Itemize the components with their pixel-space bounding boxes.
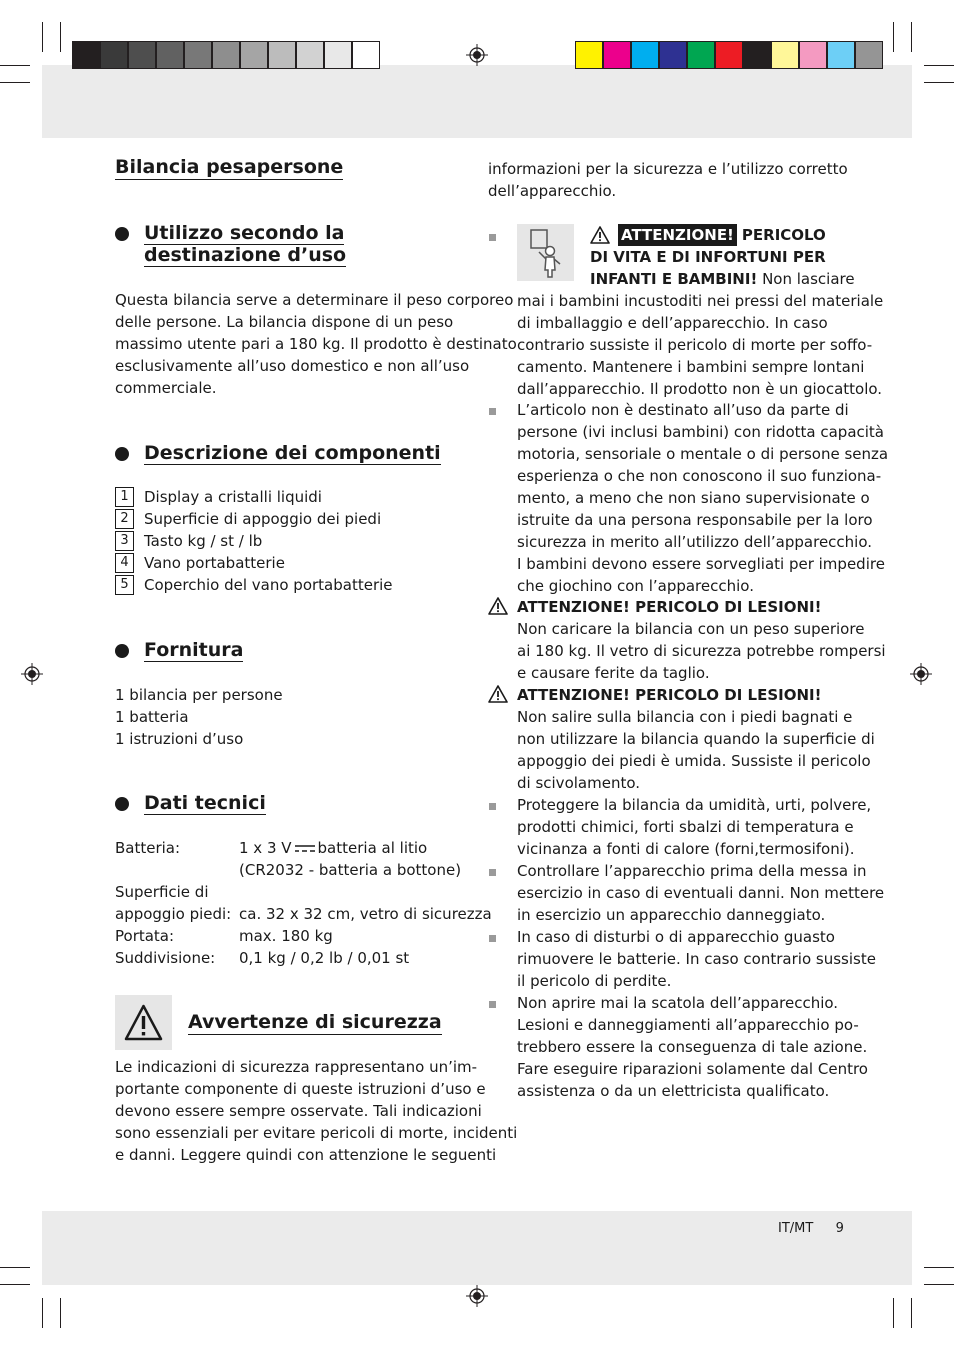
color-swatch (631, 41, 659, 69)
heading-line: Utilizzo secondo la (144, 222, 345, 244)
text-line: ai 180 kg. Il vetro di sicurezza potrebbe rompersi (517, 642, 886, 660)
text-line: e causare ferite da taglio. (517, 664, 710, 682)
section-heading-supply (115, 639, 243, 661)
text-line: esercizio in caso di eventuali danni. Non mettere (517, 884, 885, 902)
text-line: I bambini devono essere sorvegliati per impedire (517, 555, 885, 573)
page-number: 9 (835, 1221, 844, 1236)
color-swatch (324, 41, 352, 69)
spec-value: 0,1 kg / 0,2 lb / 0,01 st (239, 949, 410, 967)
text-line: rimuovere le batterie. In caso contrario sussiste (517, 950, 876, 968)
text-line: In caso di disturbi o di apparecchio guasto (517, 928, 835, 946)
persons-paragraph (517, 399, 888, 597)
item-label: Tasto kg / st / lb (144, 532, 263, 550)
heading-text: Descrizione dei componenti (144, 442, 441, 464)
bullet-square-icon (489, 408, 496, 415)
color-swatch (827, 41, 855, 69)
bullet-square-icon (489, 1001, 496, 1008)
heading-text: Dati tecnici (144, 792, 266, 814)
warning-heading-text: ATTENZIONE! PERICOLO DI LESIONI! (517, 686, 822, 704)
injury-warning-2 (517, 684, 875, 794)
registration-mark-icon (466, 1285, 488, 1307)
child-warning-pictogram (517, 224, 574, 281)
text-line: Fare eseguire riparazioni solamente dal Centro (517, 1060, 868, 1078)
text-line: contrario sussiste il pericolo di morte per soffo- (517, 336, 873, 354)
color-swatch (156, 41, 184, 69)
text-line: Questa bilancia serve a determinare il peso corporeo (115, 291, 514, 309)
spec-value: ca. 32 x 32 cm, vetro di sicurezza (239, 905, 492, 923)
text-line: 1 bilancia per persone (115, 686, 283, 704)
spec-key: Suddivisione: (115, 949, 216, 967)
bullet-square-icon (489, 869, 496, 876)
color-swatch (855, 41, 883, 69)
item-number: 3 (115, 531, 134, 551)
open-paragraph (517, 992, 868, 1102)
text-line: e danni. Leggere quindi con attenzione le seguenti (115, 1146, 497, 1164)
text-line: delle persone. La bilancia dispone di un peso (115, 313, 454, 331)
text-line: esclusivamente all’uso domestico e non all’uso (115, 357, 470, 375)
heading-text: Avvertenze di sicurezza (188, 1011, 442, 1033)
list-item (115, 552, 393, 574)
text-line: prodotti chimici, forti sbalzi di temperatura e (517, 818, 854, 836)
protect-paragraph (517, 794, 871, 860)
warning-heading-text: ATTENZIONE! PERICOLO DI LESIONI! (517, 598, 822, 616)
bullet-dot-icon (115, 447, 129, 461)
warning-heading-text: INFANTI E BAMBINI! (590, 270, 758, 288)
item-label: Coperchio del vano portabatterie (144, 576, 393, 594)
color-swatch (100, 41, 128, 69)
safety-intro-paragraph (115, 1056, 517, 1166)
footer-language: IT/MT (778, 1221, 814, 1236)
warning-badge: ATTENZIONE! (618, 224, 737, 246)
section-heading-tech (115, 792, 266, 814)
text-line: commerciale. (115, 379, 217, 397)
item-label: Display a cristalli liquidi (144, 488, 322, 506)
spec-key: Portata: (115, 927, 175, 945)
header-band (42, 65, 912, 138)
warning-triangle-icon (488, 597, 508, 615)
spec-key: Superficie di (115, 883, 209, 901)
color-swatch (575, 41, 603, 69)
text-line: camento. Mantenere i bambini sempre lontani (517, 358, 865, 376)
text-line: non utilizzare la bilancia quando la superficie di (517, 730, 875, 748)
text-line: Non caricare la bilancia con un peso superiore (517, 620, 865, 638)
bullet-square-icon (489, 935, 496, 942)
bullet-dot-icon (115, 644, 129, 658)
registration-mark-icon (466, 44, 488, 66)
spec-value-part: batteria al litio (317, 839, 428, 857)
bullet-square-icon (489, 803, 496, 810)
color-swatch (771, 41, 799, 69)
color-swatch (687, 41, 715, 69)
warning-heading-text: DI VITA E DI INFORTUNI PER (590, 248, 826, 266)
color-swatch (659, 41, 687, 69)
color-swatch (715, 41, 743, 69)
text-line: di scivolamento. (517, 774, 641, 792)
text-line: di imballaggio e dell’apparecchio. In caso (517, 314, 828, 332)
color-swatch (72, 41, 100, 69)
safety-intro-continued (488, 158, 848, 202)
check-paragraph (517, 860, 884, 926)
list-item (115, 574, 393, 596)
spec-value: (CR2032 - batteria a bottone) (239, 861, 462, 879)
text-line: Proteggere la bilancia da umidità, urti, polvere, (517, 796, 872, 814)
injury-warning-1 (517, 596, 886, 684)
fault-paragraph (517, 926, 876, 992)
text-line: mai i bambini incustoditi nei pressi del materiale (517, 292, 884, 310)
text-line: 1 batteria (115, 708, 189, 726)
text-line: sicurezza in merito all’utilizzo dell’apparecchio. (517, 533, 873, 551)
text-line: Non salire sulla bilancia con i piedi bagnati e (517, 708, 853, 726)
text-line: istruite da una persona responsabile per la loro (517, 511, 873, 529)
color-swatch (352, 41, 380, 69)
components-list (115, 486, 393, 596)
text-line: Controllare l’apparecchio prima della messa in (517, 862, 867, 880)
text-line: esperienza o che non conoscono il suo funziona- (517, 467, 882, 485)
spec-value-part: 1 x 3 V (239, 839, 292, 857)
list-item (115, 530, 393, 552)
registration-mark-icon (910, 663, 932, 685)
bullet-dot-icon (115, 227, 129, 241)
text-line: sono essenziali per evitare pericoli di morte, incidenti (115, 1124, 518, 1142)
child-warning-heading (590, 224, 855, 290)
text-line: dell’apparecchio. (488, 182, 617, 200)
child-warning-text (517, 290, 883, 400)
child-with-bag-icon (517, 224, 574, 281)
item-number: 2 (115, 509, 134, 529)
color-swatch (268, 41, 296, 69)
color-swatch (296, 41, 324, 69)
text-line: Non aprire mai la scatola dell’apparecchio. (517, 994, 839, 1012)
warning-triangle-icon (590, 226, 610, 244)
color-swatch (128, 41, 156, 69)
section-heading-use (115, 222, 346, 266)
color-swatch (184, 41, 212, 69)
warning-triangle-icon (115, 995, 172, 1050)
text-line: portante componente di queste istruzioni d’uso e (115, 1080, 486, 1098)
color-swatch (603, 41, 631, 69)
supply-list (115, 684, 283, 750)
text-line: vicinanza a fonti di calore (forni,termosifoni). (517, 840, 855, 858)
text-line: informazioni per la sicurezza e l’utilizzo corretto (488, 160, 848, 178)
section-heading-safety (188, 1010, 442, 1035)
item-number: 4 (115, 553, 134, 573)
text-line: massimo utente pari a 180 kg. Il prodotto è destinato (115, 335, 517, 353)
heading-line: destinazione d’uso (144, 244, 347, 266)
text-line: Le indicazioni di sicurezza rappresentano un’im- (115, 1058, 478, 1076)
text-line: trebbero essere la conseguenza di tale azione. (517, 1038, 868, 1056)
item-label: Superficie di appoggio dei piedi (144, 510, 382, 528)
heading-text: Fornitura (144, 639, 244, 661)
bullet-dot-icon (115, 797, 129, 811)
dc-symbol-icon (294, 844, 316, 854)
color-swatch (212, 41, 240, 69)
color-swatch (799, 41, 827, 69)
text-line: L’articolo non è destinato all’uso da parte di (517, 401, 849, 419)
page-title: Bilancia pesapersone (115, 156, 344, 178)
text-line: appoggio dei piedi è umida. Sussiste il pericolo (517, 752, 871, 770)
spec-value (239, 837, 427, 859)
item-label: Vano portabatterie (144, 554, 285, 572)
text-line: 1 istruzioni d’uso (115, 730, 244, 748)
item-number: 5 (115, 575, 134, 595)
tech-specs (115, 837, 492, 977)
color-swatch (240, 41, 268, 69)
spec-key: Batteria: (115, 839, 181, 857)
page-footer (778, 1220, 844, 1238)
text-line: persone (ivi inclusi bambini) con ridotta capacità (517, 423, 884, 441)
list-item (115, 508, 393, 530)
text-line: in esercizio un apparecchio danneggiato. (517, 906, 826, 924)
text-line: devono essere sempre osservate. Tali indicazioni (115, 1102, 482, 1120)
spec-key: appoggio piedi: (115, 905, 232, 923)
text-line: motoria, sensoriale o mentale o di persone senza (517, 445, 889, 463)
use-paragraph (115, 289, 517, 399)
text-line: Non lasciare (757, 270, 855, 288)
warning-box (115, 995, 172, 1050)
text-line: Lesioni e danneggiamenti all’apparecchio po- (517, 1016, 859, 1034)
text-line: assistenza o da un elettricista qualificato. (517, 1082, 830, 1100)
bullet-square-icon (489, 234, 496, 241)
warning-triangle-icon (488, 685, 508, 703)
text-line: il pericolo di perdite. (517, 972, 672, 990)
color-swatch (743, 41, 771, 69)
item-number: 1 (115, 487, 134, 507)
warning-heading-text: PERICOLO (741, 226, 826, 244)
spec-value: max. 180 kg (239, 927, 333, 945)
text-line: che giochino con l’apparecchio. (517, 577, 754, 595)
list-item (115, 486, 393, 508)
text-line: mento, a meno che non siano supervisionate o (517, 489, 870, 507)
registration-mark-icon (21, 663, 43, 685)
text-line: dall’apparecchio. Il prodotto non è un giocattolo. (517, 380, 883, 398)
section-heading-components (115, 442, 441, 464)
